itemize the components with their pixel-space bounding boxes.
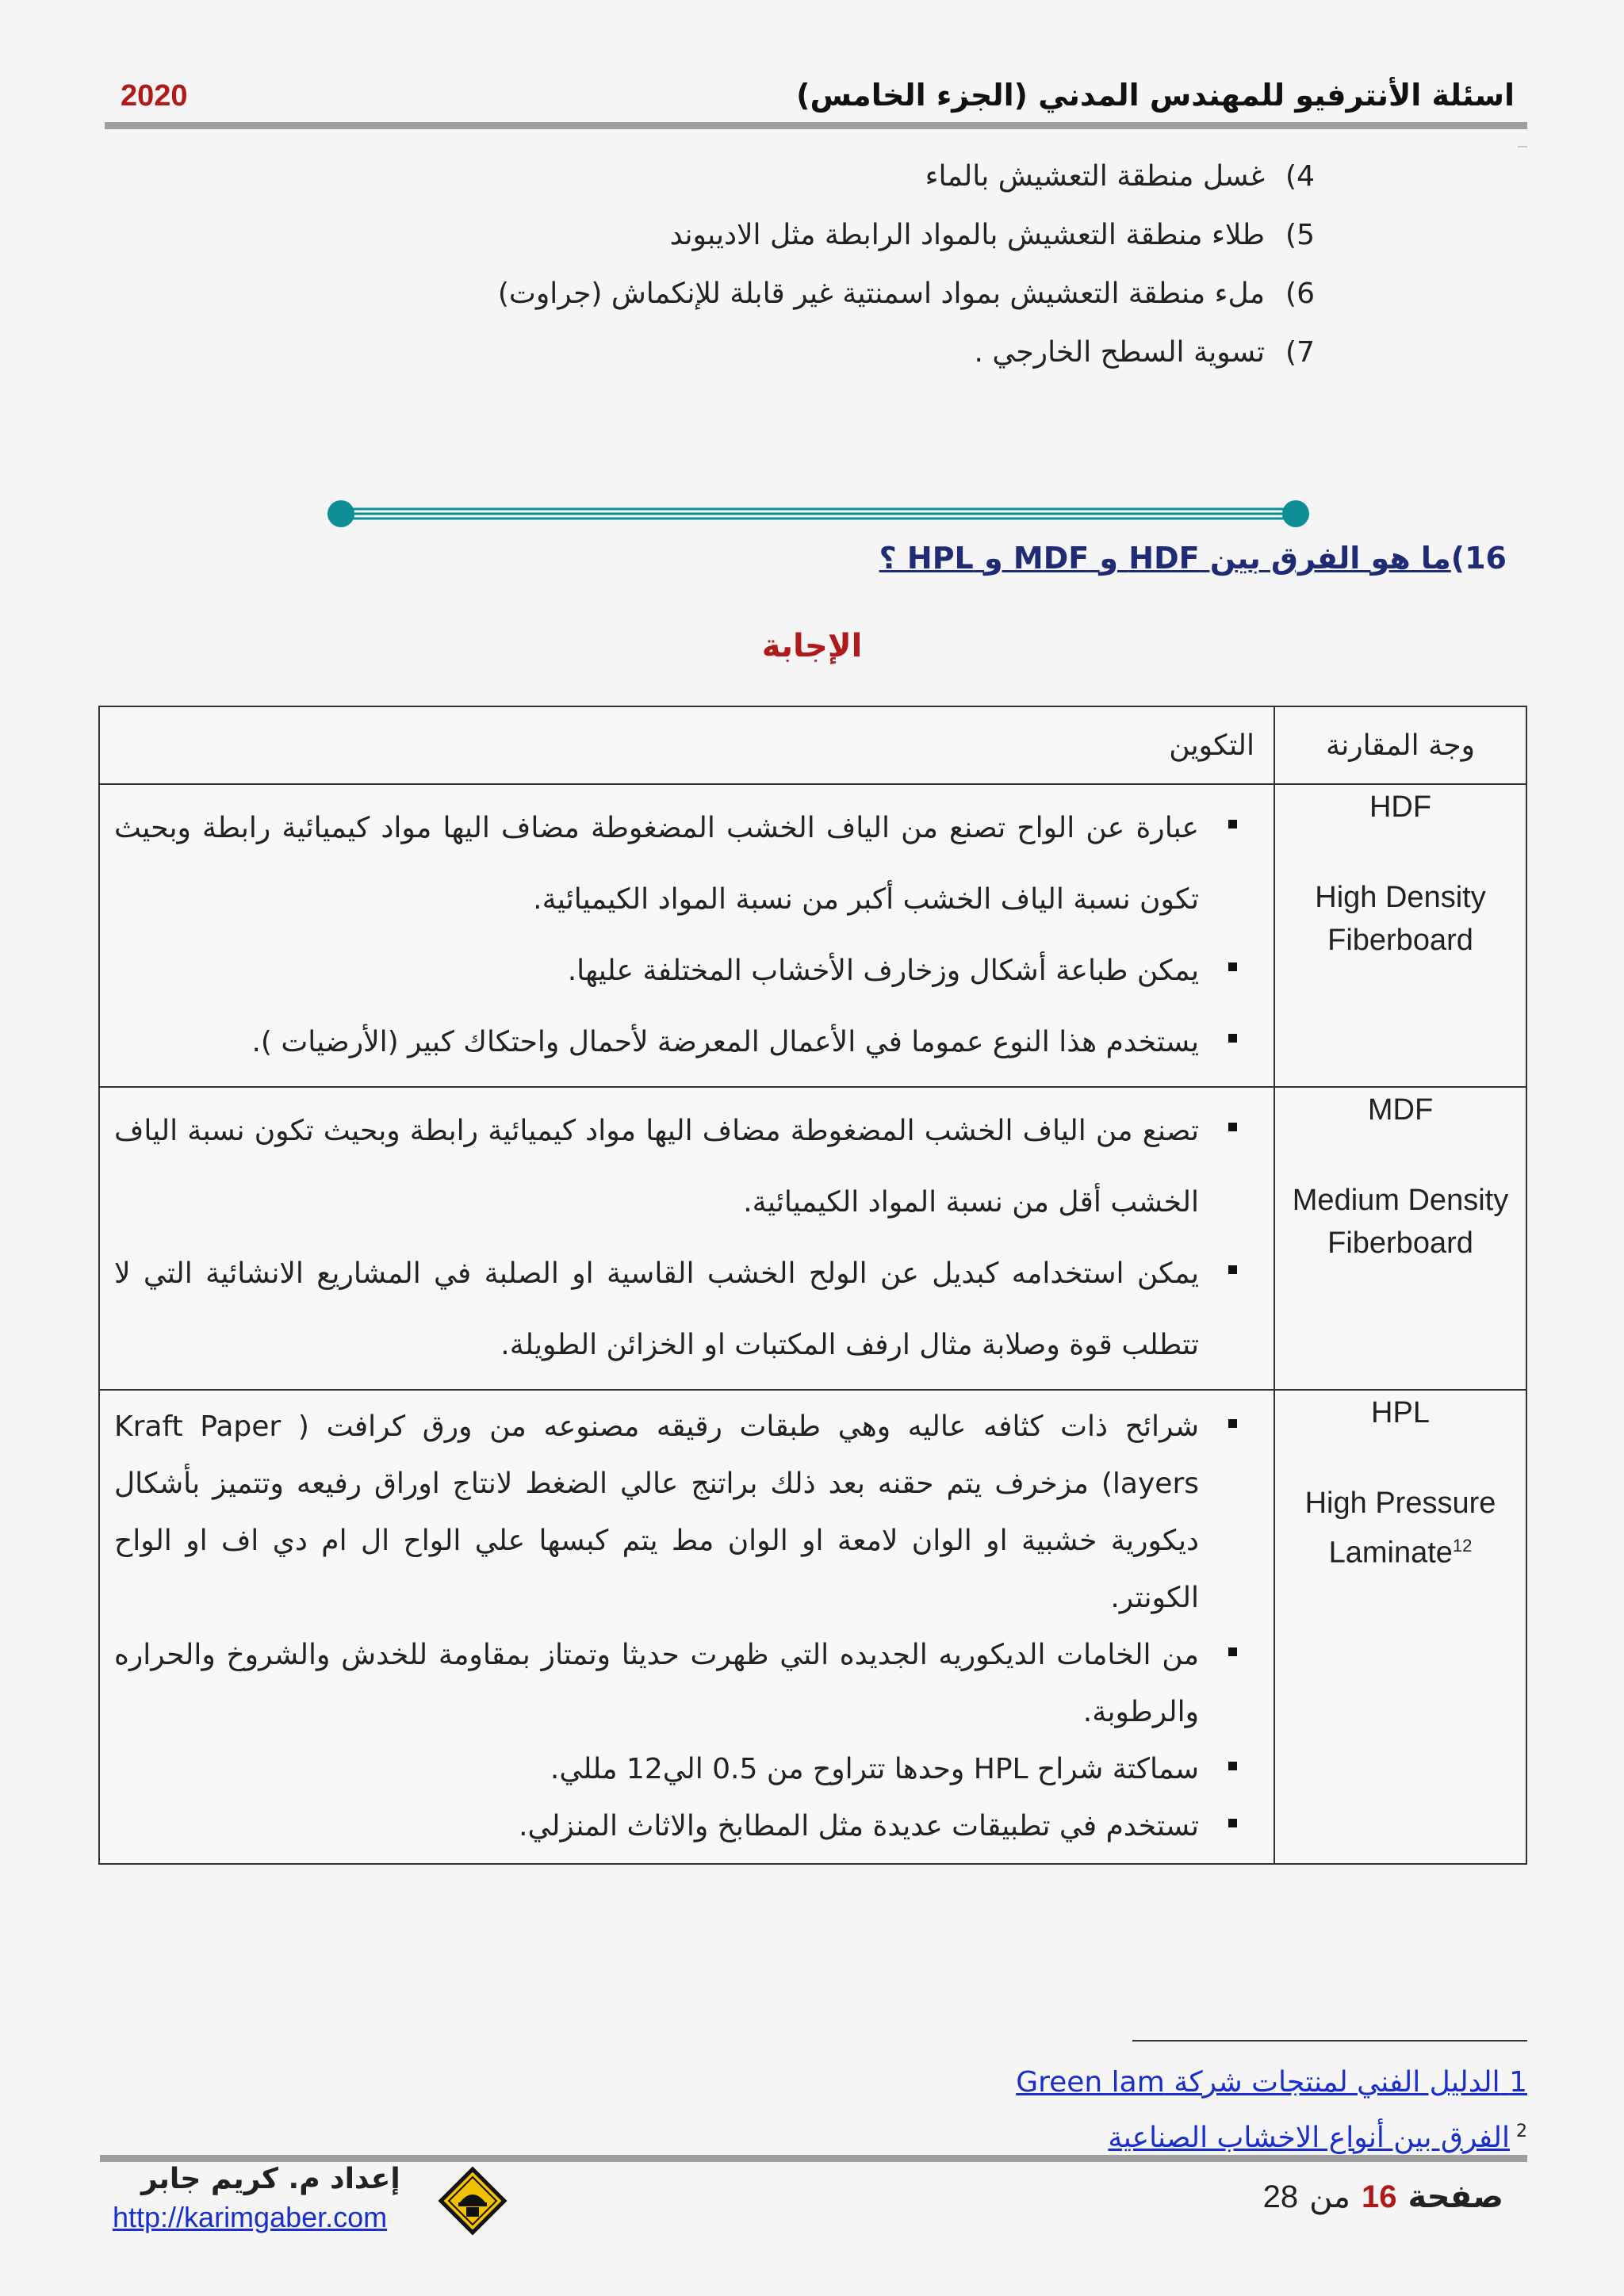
material-code: HPL (1371, 1396, 1430, 1429)
material-cell (1274, 784, 1526, 1087)
table-row (99, 1087, 1526, 1390)
list-item: يمكن طباعة أشكال وزخارف الأخشاب المختلفة عليها. (114, 936, 1256, 1007)
material-full-name: High Density Fiberboard (1315, 881, 1486, 957)
step-number: 5) (1285, 219, 1315, 251)
header-year: 2020 (121, 79, 188, 113)
footer-rule (100, 2155, 1527, 2162)
table-header-row (99, 706, 1526, 784)
page-number (1263, 2179, 1503, 2215)
question-text: ما هو الفرق بين HDF و MDF و HPL ؟ (879, 541, 1451, 576)
list-item: يمكن استخدامه كبديل عن الولح الخشب القاسية او الصلبة في المشاريع الانشائية التي لا تتطلب قوة وصلابة مثال ارفف المكتبات او الخزائن الطويلة. (114, 1238, 1256, 1381)
step-text: ملء منطقة التعشيش بمواد اسمنتية غير قابلة للإنكماش (جراوت) (497, 277, 1266, 310)
header-cell-composition: التكوين (99, 706, 1274, 784)
footnote-mark: 2 (1516, 2122, 1527, 2141)
footnote-link-2[interactable]: الفرق بين أنواع الاخشاب الصناعية (1108, 2122, 1510, 2154)
step-number: 4) (1285, 160, 1315, 193)
material-full-name: Medium Density Fiberboard (1292, 1184, 1509, 1260)
engineer-helmet-icon (438, 2166, 508, 2236)
section-divider (327, 499, 1310, 528)
material-cell (1274, 1087, 1526, 1390)
header-rule (105, 122, 1527, 129)
footnote-ref: 12 (1452, 1536, 1473, 1556)
table-row (99, 1390, 1526, 1864)
list-item: عبارة عن الواح تصنع من الياف الخشب المضغوطة مضاف اليها مواد كيميائية رابطة وبحيث تكون نسبة الياف الخشب أكبر من نسبة المواد الكيميائية. (114, 793, 1256, 936)
author-name: إعداد م. كريم جابر (141, 2163, 400, 2195)
website-link[interactable]: http://karimgaber.com (113, 2201, 388, 2233)
steps-list (498, 147, 1315, 382)
material-full-name: High Pressure Laminate$^{12}$ (1304, 1487, 1496, 1570)
step-text: تسوية السطح الخارجي . (974, 336, 1266, 369)
step-number: 6) (1285, 277, 1315, 310)
list-item: تصنع من الياف الخشب المضغوطة مضاف اليها مواد كيميائية رابطة وبحيث تكون نسبة الياف الخشب أقل من نسبة المواد الكيميائية. (114, 1096, 1256, 1238)
list-item: من الخامات الديكوريه الجديده التي ظهرت حديثا وتمتاز بمقاومة للخدش والشروخ والحراره والرطوبة. (114, 1627, 1256, 1741)
footnotes (1016, 2058, 1527, 2163)
header-cell-comparison: وجة المقارنة (1274, 706, 1526, 784)
material-cell (1274, 1390, 1526, 1864)
question-heading (879, 541, 1507, 576)
header-rule-tick (1518, 146, 1527, 147)
page-current: 16 (1361, 2179, 1397, 2214)
description-cell (99, 1087, 1274, 1390)
answer-title: الإجابة (761, 628, 863, 664)
list-item: يستخدم هذا النوع عموما في الأعمال المعرضة لأحمال واحتكاك كبير (الأرضيات ). (114, 1007, 1256, 1078)
description-cell (99, 1390, 1274, 1864)
footnote-rule (1132, 2040, 1527, 2042)
page-total: 28 (1262, 2179, 1299, 2214)
header-title: اسئلة الأنترفيو للمهندس المدني (الجزء الخامس) (796, 78, 1515, 113)
list-item (498, 147, 1315, 206)
footnote-link-1[interactable]: 1 الدليل الفني لمنتجات شركة Green lam (1016, 2066, 1527, 2099)
page-of: من (1309, 2179, 1350, 2215)
step-number: 7) (1285, 336, 1315, 369)
step-text: طلاء منطقة التعشيش بالمواد الرابطة مثل الاديبوند (669, 219, 1266, 251)
list-item: سماكتة شراح HPL وحدها تتراوح من 0.5 الي12 مللي. (114, 1741, 1256, 1798)
list-item: تستخدم في تطبيقات عديدة مثل المطابخ والاثاث المنزلي. (114, 1798, 1256, 1855)
question-number: 16) (1450, 541, 1507, 576)
list-item: شرائح ذات كثافه عاليه وهي طبقات رقيقه مصنوعه من ورق كرافت ( Kraft Paper layers) مزخرف يتم حقنه بعد ذلك براتنج عالي الضغط لانتاج اوراق رفيعه وتتميز بأشكال ديكورية خشبية او الوان لامعة او الوان مط يتم كبسها علي الواح ال ام دي اف او الواح الكونتر. (114, 1399, 1256, 1627)
material-code: MDF (1367, 1093, 1434, 1127)
divider-left-dot (327, 500, 354, 527)
description-cell (99, 784, 1274, 1087)
list-item (498, 323, 1315, 382)
list-item (498, 206, 1315, 265)
material-code: HDF (1369, 790, 1432, 824)
divider-right-dot (1282, 500, 1309, 527)
step-text: غسل منطقة التعشيش بالماء (925, 160, 1266, 193)
page-label: صفحة (1408, 2179, 1503, 2215)
footnote-item (1016, 2058, 1527, 2107)
list-item (498, 265, 1315, 323)
table-row (99, 784, 1526, 1087)
comparison-table (98, 706, 1527, 1865)
